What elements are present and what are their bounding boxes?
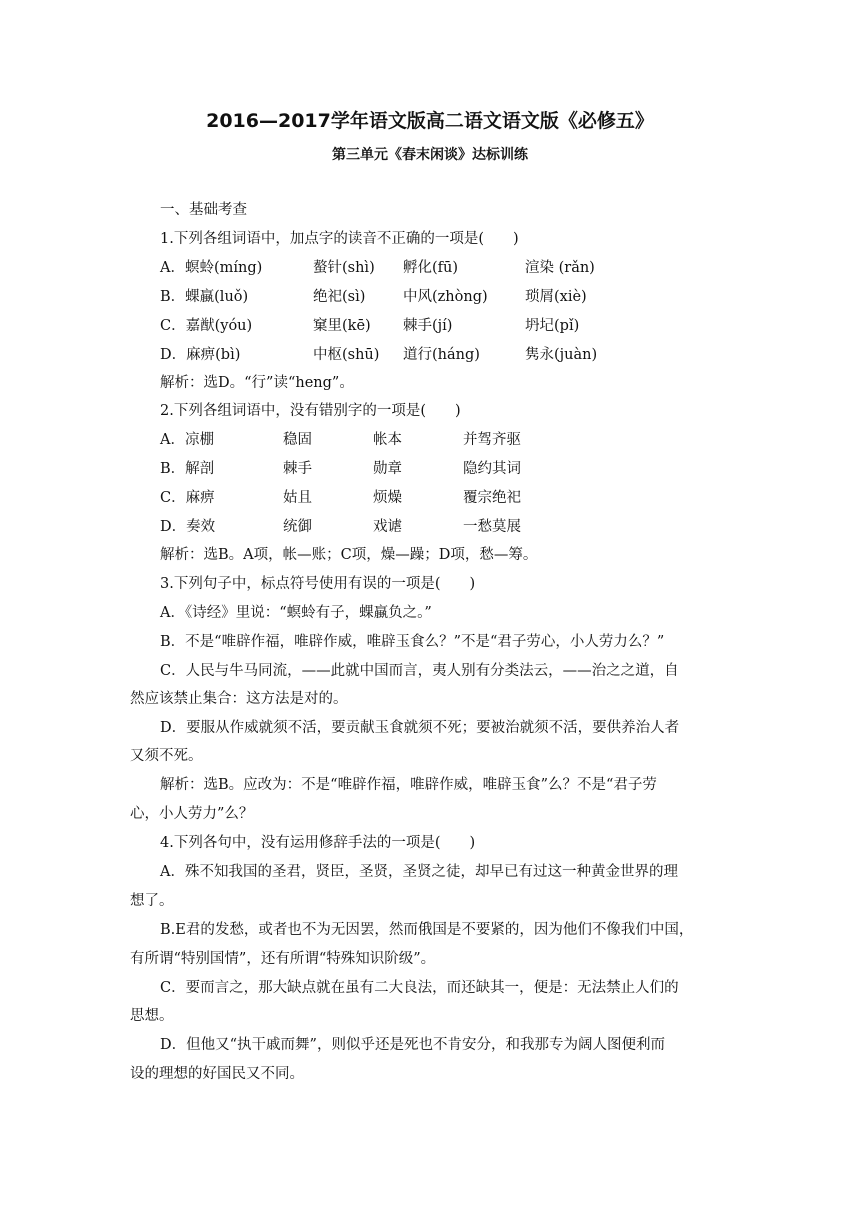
question-2-option-b-item-3: 勋章 (373, 461, 402, 477)
question-2-option-c-item-2: 姑且 (283, 490, 312, 506)
question-3-option-c-line1: C．人民与牛马同流，——此就中国而言，夷人别有分类法云，——治之之道，自 (160, 663, 679, 679)
question-4-option-d-line2: 设的理想的好国民又不同。 (130, 1066, 304, 1082)
question-2-option-c-item-1: C．麻痹 (160, 490, 215, 506)
section-heading: 一、基础考查 (160, 202, 247, 218)
question-1-option-c-item-3: 棘手(jí) (403, 318, 453, 334)
question-4-option-a-line2: 想了。 (130, 893, 174, 909)
question-2-option-a-item-3: 帐本 (373, 432, 402, 448)
question-3-option-d-line1: D．要服从作威就须不活，要贡献玉食就须不死；要被治就须不活，要供养治人者 (160, 720, 680, 736)
question-2-option-d-item-2: 统御 (283, 519, 312, 535)
question-3-stem: 3.下列句子中，标点符号使用有误的一项是( ) (160, 576, 476, 592)
question-2-stem: 2.下列各组词语中，没有错别字的一项是( ) (160, 403, 461, 419)
question-4-option-c-line2: 思想。 (130, 1008, 174, 1024)
document-subtitle: 第三单元《春末闲谈》达标训练 (332, 147, 528, 163)
question-1-option-b-item-4: 琐屑(xiè) (525, 289, 587, 305)
question-1-option-a-item-4: 渲染 (rǎn) (525, 260, 595, 276)
question-2-option-c-item-4: 覆宗绝祀 (463, 490, 521, 506)
question-2-option-d-item-3: 戏谑 (373, 519, 402, 535)
question-2-analysis: 解析：选B。A项，帐—账；C项，燥—躁；D项，愁—筹。 (160, 547, 538, 563)
question-1-option-c-item-4: 坍圮(pǐ) (525, 318, 580, 334)
question-2-option-d-item-1: D．奏效 (160, 519, 216, 535)
question-2-option-a-item-1: A．凉棚 (160, 432, 214, 448)
question-1-option-d-item-4: 隽永(juàn) (525, 347, 598, 363)
question-3-analysis-line1: 解析：选B。应改为：不是“唯辟作福，唯辟作威，唯辟玉食”么？不是“君子劳 (160, 777, 657, 793)
question-1-option-a-item-2: 螯针(shì) (313, 260, 375, 276)
question-1-option-b-item-2: 绝祀(sì) (313, 289, 366, 305)
question-2-option-b-item-1: B．解剖 (160, 461, 215, 477)
question-1-option-d-item-3: 道行(háng) (403, 347, 480, 363)
question-4-option-a-line1: A．殊不知我国的圣君，贤臣，圣贤，圣贤之徒，却早已有过这一种黄金世界的理 (160, 864, 678, 880)
question-2-option-c-item-3: 烦燥 (373, 490, 402, 506)
question-1-analysis: 解析：选D。“行”读“heng”。 (160, 375, 354, 391)
question-1-stem: 1.下列各组词语中，加点字的读音不正确的一项是( ) (160, 231, 519, 247)
question-4-option-d-line1: D．但他又“执干戚而舞”，则似乎还是死也不肯安分，和我那专为阔人图便利而 (160, 1037, 665, 1053)
question-1-option-d-item-2: 中枢(shū) (313, 347, 380, 363)
question-2-option-b-item-2: 棘手 (283, 461, 312, 477)
question-1-option-c-item-2: 窠里(kē) (313, 318, 371, 334)
question-2-option-b-item-4: 隐约其词 (463, 461, 521, 477)
question-1-option-b-item-3: 中风(zhòng) (403, 289, 488, 305)
document-title: 2016—2017学年语文版高二语文语文版《必修五》 (206, 110, 654, 132)
question-3-analysis-line2: 心，小人劳力”么？ (130, 806, 254, 822)
question-3-option-c-line2: 然应该禁止集合：这方法是对的。 (130, 691, 348, 707)
question-4-option-b-line1: B.E君的发愁，或者也不为无因罢，然而俄国是不要紧的，因为他们不像我们中国， (160, 922, 694, 938)
question-1-option-a-item-3: 孵化(fū) (403, 260, 459, 276)
question-4-option-b-line2: 有所谓“特别国情”，还有所谓“特殊知识阶级”。 (130, 951, 436, 967)
question-2-option-a-item-2: 稳固 (283, 432, 312, 448)
question-4-stem: 4.下列各句中，没有运用修辞手法的一项是( ) (160, 835, 476, 851)
question-1-option-a-item-1: A．螟蛉(míng) (160, 260, 263, 276)
question-3-option-d-line2: 又须不死。 (130, 748, 203, 764)
question-1-option-d-item-1: D．麻痹(bì) (160, 347, 241, 363)
question-4-option-c-line1: C．要而言之，那大缺点就在虽有二大良法，而还缺其一，便是：无法禁止人们的 (160, 980, 679, 996)
question-1-option-c-item-1: C．嘉猷(yóu) (160, 318, 253, 334)
question-1-option-b-item-1: B．蜾蠃(luǒ) (160, 289, 249, 305)
question-3-option-a: A．《诗经》里说：“螟蛉有子，蜾蠃负之。” (160, 605, 432, 621)
question-2-option-a-item-4: 并驾齐驱 (463, 432, 521, 448)
question-2-option-d-item-4: 一愁莫展 (463, 519, 521, 535)
question-3-option-b: B．不是“唯辟作福，唯辟作威，唯辟玉食么？”不是“君子劳心，小人劳力么？” (160, 634, 665, 650)
